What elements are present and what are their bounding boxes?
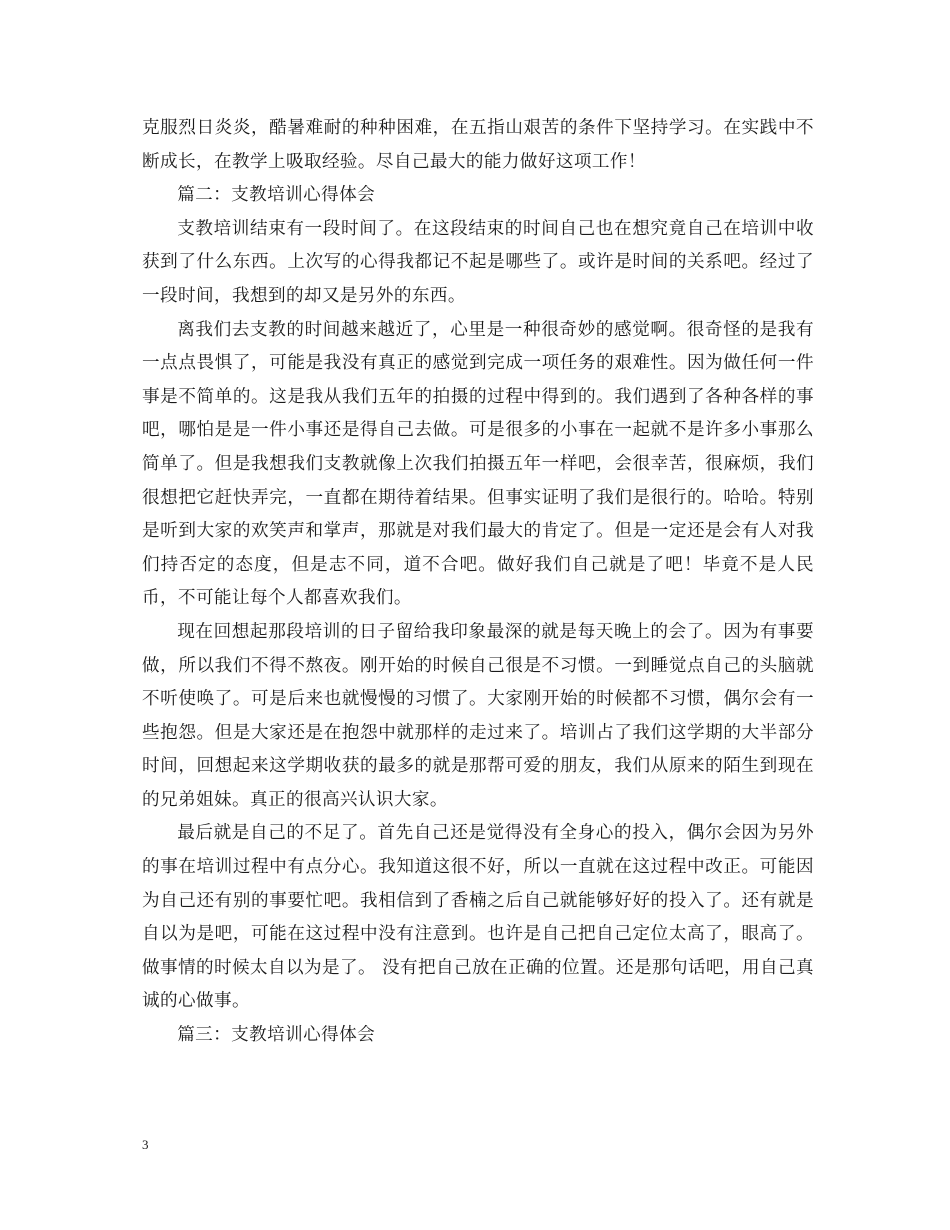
paragraph-continued: 克服烈日炎炎，酷暑难耐的种种困难，在五指山艰苦的条件下坚持学习。在实践中不断成长，在教学上吸取经验。尽自己最大的能力做好这项工作！ (142, 118, 814, 172)
document-body (142, 112, 814, 1053)
paragraph: 最后就是自己的不足了。首先自己还是觉得没有全身心的投入，偶尔会因为另外的事在培训过程中有点分心。我知道这很不好，所以一直就在这过程中改正。可能因为自己还有别的事要忙吧。我相信到了香楠之后自己就能够好好的投入了。还有就是自以为是吧，可能在这过程中没有注意到。也许是自己把自己定位太高了，眼高了。做事情的时候太自以为是了。 没有把自己放在正确的位置。还是那句话吧，用自己真诚的心做事。 (142, 823, 814, 1012)
paragraph: 现在回想起那段培训的日子留给我印象最深的就是每天晚上的会了。因为有事要做，所以我们不得不熬夜。刚开始的时候自己很是不习惯。一到睡觉点自己的头脑就不听使唤了。可是后来也就慢慢的习惯了。大家刚开始的时候都不习惯，偶尔会有一些抱怨。但是大家还是在抱怨中就那样的走过来了。培训占了我们这学期的大半部分时间，回想起来这学期收获的最多的就是那帮可爱的朋友，我们从原来的陌生到现在的兄弟姐妹。真正的很高兴认识大家。 (142, 621, 814, 810)
section-heading-2: 篇二：支教培训心得体会 (177, 185, 376, 206)
section-heading-3: 篇三：支教培训心得体会 (177, 1025, 376, 1046)
paragraph: 离我们去支教的时间越来越近了，心里是一种很奇妙的感觉啊。很奇怪的是我有一点点畏惧了，可能是我没有真正的感觉到完成一项任务的艰难性。因为做任何一件事是不简单的。这是我从我们五年的拍摄的过程中得到的。我们遇到了各种各样的事吧，哪怕是是一件小事还是得自己去做。可是很多的小事在一起就不是许多小事那么简单了。但是我想我们支教就像上次我们拍摄五年一样吧，会很幸苦，很麻烦，我们很想把它赶快弄完，一直都在期待着结果。但事实证明了我们是很行的。哈哈。特别是听到大家的欢笑声和掌声，那就是对我们最大的肯定了。但是一定还是会有人对我们持否定的态度，但是志不同，道不合吧。做好我们自己就是了吧！毕竟不是人民币，不可能让每个人都喜欢我们。 (142, 319, 814, 609)
page-number: 3 (142, 1137, 149, 1152)
paragraph: 支教培训结束有一段时间了。在这段结束的时间自己也在想究竟自己在培训中收获到了什么东西。上次写的心得我都记不起是哪些了。或许是时间的关系吧。经过了一段时间，我想到的却又是另外的东西。 (142, 218, 814, 306)
